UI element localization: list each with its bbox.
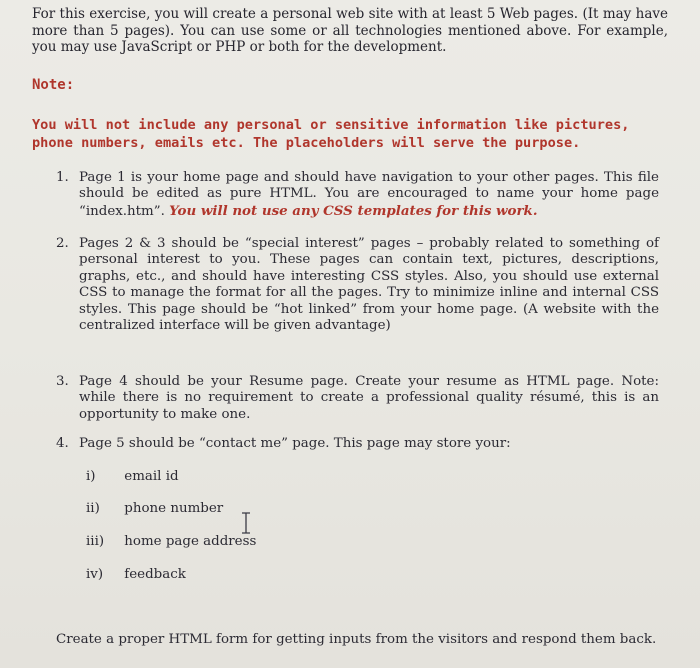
subitem-roman: iii)	[86, 534, 105, 549]
list-number: 2.	[56, 236, 69, 251]
list-number: 3.	[56, 374, 69, 389]
subitem-roman: i)	[86, 469, 96, 484]
list-emphasis: You will not use any CSS templates for this work.	[169, 202, 538, 219]
list-text: Page 4 should be your Resume page. Create your resume as HTML page. Note: while there is no requirement to create a professional quality résumé, this is an opportunity to make one.	[79, 374, 659, 422]
text-cursor-icon	[240, 512, 252, 534]
intro-paragraph: For this exercise, you will create a personal web site with at least 5 Web pages. (It may have more than 5 pages). You can use some or all technologies mentioned above. For example, you may use JavaScript or PHP or both for the development.	[32, 6, 668, 55]
subitem-4	[86, 567, 186, 583]
footer-paragraph: Create a proper HTML form for getting inputs from the visitors and respond them back.	[56, 632, 657, 647]
subitem-2	[86, 501, 223, 517]
warning-paragraph: You will not include any personal or sensitive information like pictures, phone numbers, emails etc. The placeholders will serve the purpose.	[32, 117, 630, 151]
subitem-1	[86, 469, 179, 485]
subitem-roman: ii)	[86, 501, 100, 516]
subitem-text: email id	[124, 469, 179, 484]
subitem-roman: iv)	[86, 567, 104, 582]
list-text: Page 5 should be “contact me” page. This page may store your:	[79, 436, 511, 451]
subitem-text: phone number	[124, 501, 224, 516]
list-number: 1.	[56, 170, 69, 185]
note-label: Note:	[32, 77, 75, 93]
subitem-text: home page address	[124, 534, 257, 549]
list-text: Page 1 is your home page and should have navigation to your other pages. This file should be edited as pure HTML. You are encouraged to name your home page “index.htm”.	[79, 170, 659, 219]
subitem-text: feedback	[124, 567, 186, 582]
subitem-3	[86, 534, 256, 550]
list-number: 4.	[56, 436, 69, 451]
list-text: Pages 2 & 3 should be “special interest” pages – probably related to something of personal interest to you. These pages can contain text, pictures, descriptions, graphs, etc., and should have interesting CSS styles. Also, you should use external CSS to manage the format for all the pages. Try to minimize inline and internal CSS styles. This page should be “hot linked” from your home page. (A website with the centralized interface will be given advantage)	[79, 236, 659, 334]
